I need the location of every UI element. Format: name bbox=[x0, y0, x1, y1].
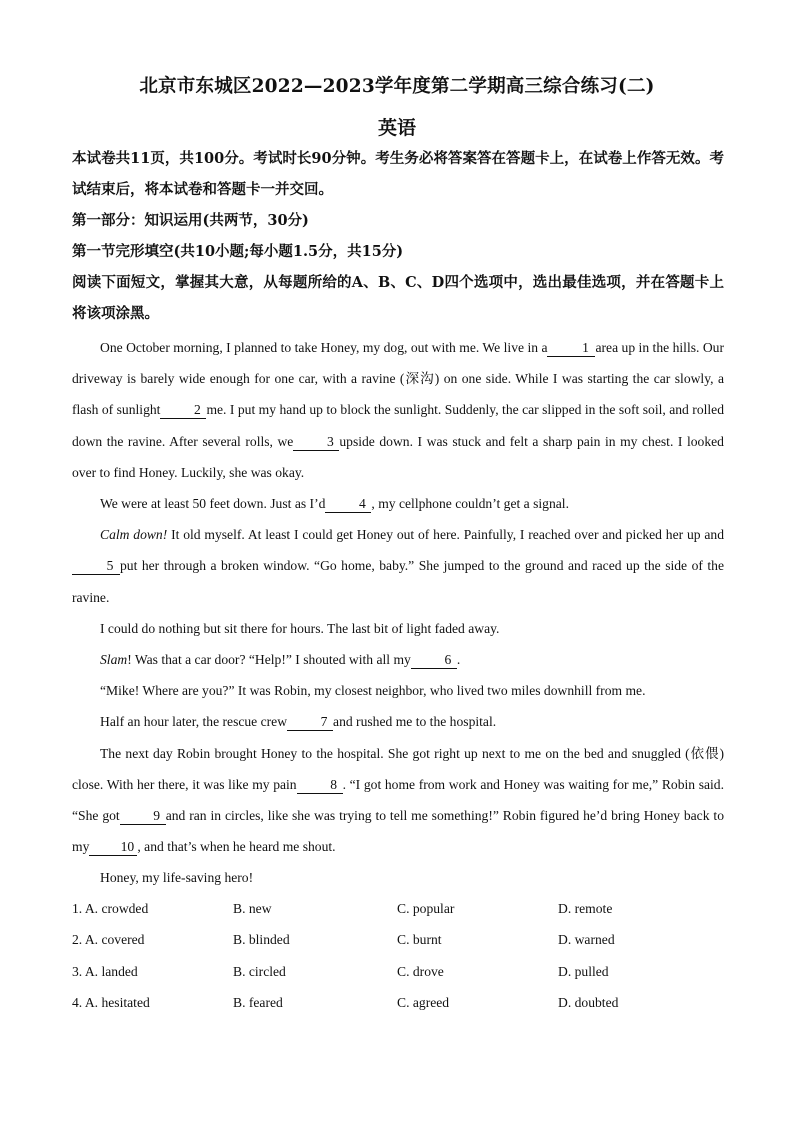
paragraph-2 bbox=[72, 488, 724, 519]
blank-9: 9 bbox=[120, 808, 166, 825]
text: . “I got home from work and Honey was waiting for me,” Robin said. “She got bbox=[72, 776, 724, 824]
paragraph-9: Honey, my life-saving hero! bbox=[100, 870, 254, 886]
paragraph-6: “Mike! Where are you?” It was Robin, my closest neighbor, who lived two miles downhill from me. bbox=[100, 683, 646, 699]
option-text: C. drove bbox=[397, 963, 444, 979]
part-one-heading: 第一部分：知识运用(共两节，30分) bbox=[72, 212, 309, 229]
blank-8: 8 bbox=[297, 777, 343, 794]
text: It old myself. At least I could get Honey out of here. Painfully, I reached over and picked her up and bbox=[167, 527, 725, 543]
option-text: D. remote bbox=[558, 901, 613, 916]
text: upside down. I was stuck and felt a sharp pain in my chest. I looked over to find Honey. Luckily, she was okay. bbox=[72, 433, 724, 480]
cloze-passage bbox=[72, 332, 724, 894]
option-text: B. circled bbox=[233, 963, 286, 979]
paragraph-7 bbox=[72, 706, 724, 737]
text: area up in the hills. Our driveway is barely wide enough for one car, with a ravine (深沟) on one side. While I was starting the car slowly, a flash of sunlight bbox=[72, 340, 724, 418]
option-row-4 bbox=[72, 995, 724, 1026]
blank-6: 6 bbox=[411, 652, 457, 669]
paragraph-5 bbox=[72, 644, 724, 675]
option-text: B. blinded bbox=[233, 932, 290, 948]
text: , my cellphone couldn’t get a signal. bbox=[371, 496, 569, 512]
direction-text: 阅读下面短文，掌握其大意，从每题所给的A、B、C、D四个选项中，选出最佳选项，并在答题卡上将该项涂黑。 bbox=[72, 274, 724, 322]
option-row-1 bbox=[72, 901, 724, 932]
italic-text: Slam bbox=[100, 652, 128, 668]
text: and ran in circles, like she was trying to tell me something!” Robin figured he’d bring Honey back to my bbox=[72, 808, 724, 855]
text: and rushed me to the hospital. bbox=[333, 714, 497, 730]
paragraph-4: I could do nothing but sit there for hours. The last bit of light faded away. bbox=[100, 620, 500, 636]
text: me. I put my hand up to block the sunlight. Suddenly, the car slipped in the soft soil, and rolled down the ravine. After several rolls, we bbox=[72, 402, 724, 449]
option-text: 2. A. covered bbox=[72, 932, 145, 948]
option-row-2 bbox=[72, 932, 724, 963]
blank-7: 7 bbox=[287, 714, 333, 731]
option-text: B. feared bbox=[233, 994, 283, 1010]
text: put her through a broken window. “Go home, baby.” She jumped to the ground and raced up the side of the ravine. bbox=[72, 558, 724, 605]
text: We were at least 50 feet down. Just as I’d bbox=[100, 496, 326, 512]
text: . bbox=[456, 652, 461, 668]
text: ! Was that a car door? “Help!” I shouted with all my bbox=[127, 652, 411, 668]
option-text: C. burnt bbox=[397, 932, 442, 948]
option-row-3 bbox=[72, 964, 724, 995]
blank-4: 4 bbox=[325, 496, 371, 513]
answer-options bbox=[72, 901, 724, 1026]
paragraph-8 bbox=[72, 738, 724, 863]
italic-text: Calm down! bbox=[100, 527, 168, 543]
paragraph-1 bbox=[72, 332, 724, 488]
text: , and that’s when he heard me shout. bbox=[137, 839, 336, 855]
subject-heading: 英语 bbox=[377, 117, 416, 139]
exam-title: 北京市东城区2022—2023学年度第二学期高三综合练习(二) bbox=[139, 76, 655, 97]
blank-10: 10 bbox=[89, 839, 137, 856]
blank-5: 5 bbox=[72, 558, 120, 575]
section-one-heading: 第一节完形填空(共10小题;每小题1.5分，共15分) bbox=[72, 243, 404, 260]
option-text: 1. A. crowded bbox=[72, 901, 149, 916]
option-text: 4. A. hesitated bbox=[72, 994, 150, 1010]
text: One October morning, I planned to take Honey, my dog, out with me. We live in a bbox=[100, 340, 548, 355]
text: Half an hour later, the rescue crew bbox=[100, 714, 288, 730]
blank-1: 1 bbox=[547, 340, 595, 357]
blank-2: 2 bbox=[160, 402, 206, 419]
option-text: D. pulled bbox=[558, 963, 609, 979]
option-text: D. warned bbox=[558, 932, 615, 948]
text: The next day Robin brought Honey to the hospital. She got right up next to me on the bed and snuggled (依偎) close. With her there, it was like my pain bbox=[72, 745, 724, 792]
option-text: C. popular bbox=[397, 901, 455, 916]
option-text: 3. A. landed bbox=[72, 963, 138, 979]
blank-3: 3 bbox=[293, 434, 339, 451]
option-text: B. new bbox=[233, 901, 272, 916]
exam-notice: 本试卷共11页，共100分。考试时长90分钟。考生务必将答案答在答题卡上，在试卷上作答无效。考试结束后，将本试卷和答题卡一并交回。 bbox=[72, 150, 724, 198]
paragraph-3 bbox=[72, 519, 724, 613]
option-text: C. agreed bbox=[397, 994, 450, 1010]
option-text: D. doubted bbox=[558, 994, 619, 1010]
